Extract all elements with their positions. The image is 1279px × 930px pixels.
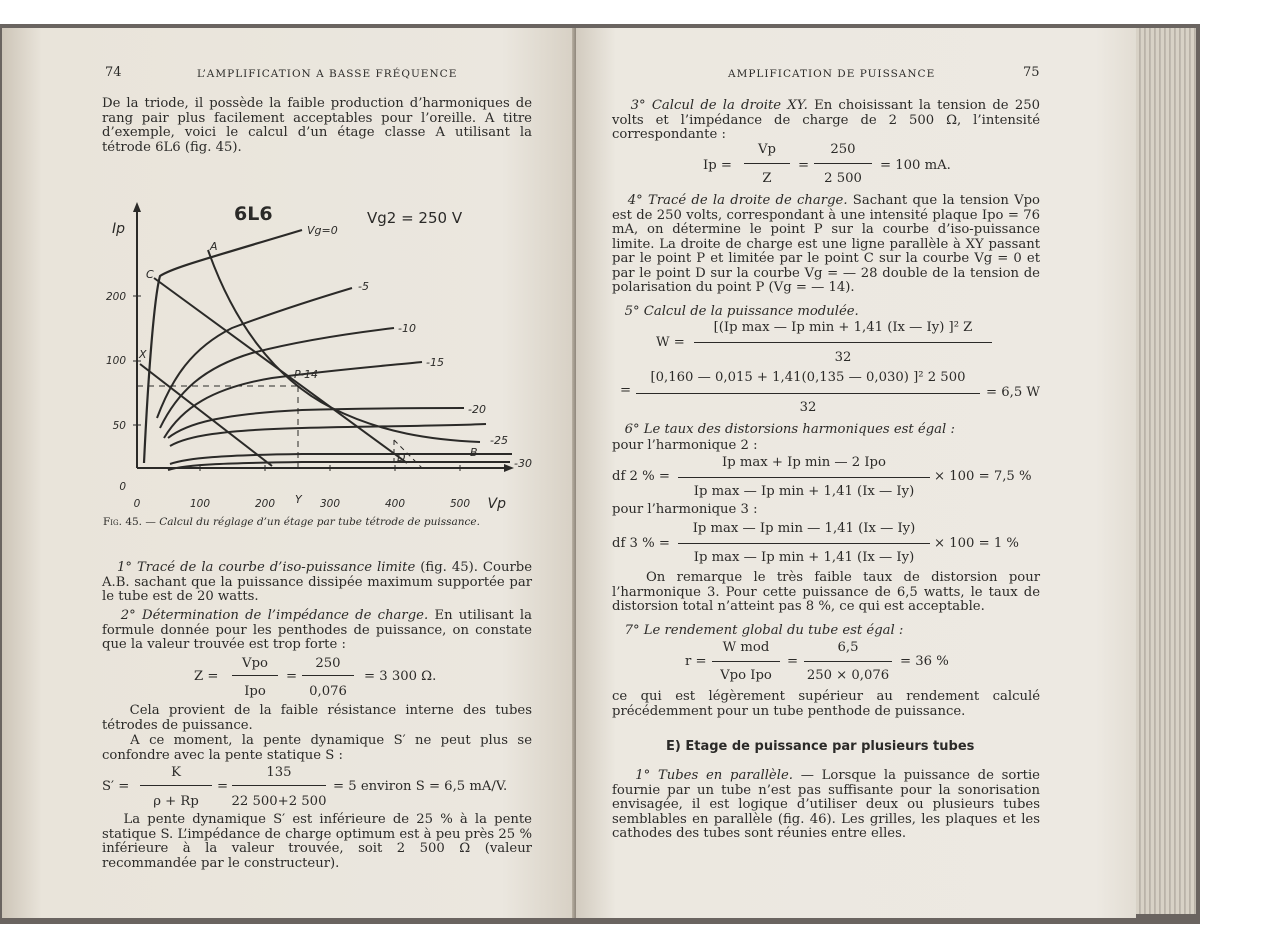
load-line-cd: [154, 278, 407, 463]
step7-text: ce qui est légèrement supérieur au rendement calculé précédemment pour un tube penthode de puissance.: [612, 689, 1040, 719]
eq-r-den1: Vpo Ipo: [720, 668, 772, 683]
running-head-left: L’AMPLIFICATION A BASSE FRÉQUENCE: [197, 68, 458, 80]
point-label-b: B: [470, 446, 478, 459]
eq-r-bar1: [712, 661, 780, 662]
eq-w-num1: [(Ip max — Ip min + 1,41 (Ix — Iy) ]² Z: [713, 320, 973, 335]
figure-caption: [103, 516, 480, 528]
pente-paragraph: [102, 734, 532, 763]
eq-df2-lhs: df 2 % =: [612, 469, 670, 484]
eq-r-num2: 6,5: [837, 640, 859, 655]
eq-z-result: = 3 300 Ω.: [364, 669, 437, 684]
x-tick-label-200: 200: [254, 498, 276, 510]
after-z-text: Cela provient de la faible résistance interne des tubes tétrodes de puissance.: [102, 703, 533, 733]
y-tick-label-200: 200: [105, 291, 126, 303]
after-z-paragraph: [102, 704, 532, 733]
x-axis-arrow: [504, 464, 514, 472]
curve-label-5: -5: [358, 280, 369, 293]
point-label-a: A: [210, 240, 218, 253]
eq-w-den1: 32: [834, 350, 852, 365]
eq-w-bar1: [694, 342, 992, 343]
eq-s-num1: K: [171, 765, 181, 780]
eq-df3-num: Ip max — Ip min — 1,41 (Ix — Iy): [692, 521, 916, 536]
closing-text: La pente dynamique S′ est inférieure de 25 % à la pente statique S. L’impédance de charge optimum est à peu près 25 % inférieure à la valeur trouvée, soit 2 500 Ω (valeur recommandée par le constructeur).: [102, 812, 532, 871]
section-heading: E) Etage de puissance par plusieurs tubes: [666, 739, 975, 754]
parallel-title: 1° Tubes en parallèle.: [635, 768, 793, 783]
eq-r-den2: 250 × 0,076: [806, 668, 890, 683]
step4-title: 4° Tracé de la droite de charge.: [627, 193, 848, 208]
point-label-x: X: [139, 348, 147, 361]
parallel-text: — Lorsque la puissance de sortie fournie par un tube n’est pas suffisante pour la sonorisation envisagée, il est logique d’utiliser deux ou plusieurs tubes semblables en parallèle (fig. 46). Les grilles, les plaques et les cathodes des tubes sont réunies entre elles.: [612, 768, 1040, 841]
y-tick-label-100: 100: [105, 355, 126, 367]
line-xy: [140, 364, 272, 466]
step4-text: Sachant que la tension Vpo est de 250 volts, correspondant à une intensité plaque Ipo = 76 mA, on détermine le point P sur la courbe d’iso-puissance limite. La droite de charge est une ligne parallèle à XY passant par le point P et limitée par le point C sur la courbe Vg = 0 et par le point D sur la courbe Vg = — 28 double de la tension de polarisation du point P (Vg = — 14).: [612, 193, 1040, 295]
figure-45-chart: [102, 178, 542, 518]
eq-r-num1: W mod: [722, 640, 770, 655]
step3-text: En choisissant la tension de 250 volts et l’impédance de charge de 2 500 Ω, l’intensité correspondante :: [612, 98, 1040, 142]
x-tick-label-300: 300: [319, 498, 341, 510]
parallel-paragraph: [612, 769, 1040, 842]
step2-text: En utilisant la formule donnée pour les penthodes de puissance, on constate que la valeur trouvée est trop forte :: [102, 608, 533, 652]
eq-ip-result: = 100 mA.: [880, 158, 951, 173]
eq-z-den1: Ipo: [244, 684, 266, 699]
eq-w-eq: =: [620, 383, 632, 398]
eq-w-result: = 6,5 W: [986, 385, 1040, 400]
eq-s-num2: 135: [266, 765, 292, 780]
caption-fig-number: Fig. 45.: [103, 516, 143, 528]
tube-label: 6L6: [234, 203, 273, 225]
x-tick-label-500: 500: [449, 498, 471, 510]
x-tick-label-100: 100: [189, 498, 211, 510]
eq-z-den2: 0,076: [309, 684, 347, 699]
eq-r-lhs: r =: [685, 654, 707, 669]
eq-w-num2: [0,160 — 0,015 + 1,41(0,135 — 0,030) ]² 2 500: [650, 370, 966, 385]
curve-label-30: -30: [514, 457, 532, 470]
closing-paragraph: [102, 813, 532, 871]
eq-s-bar1: [140, 785, 212, 786]
curve-label-20: -20: [468, 403, 486, 416]
step1-title: 1° Tracé de la courbe d’iso-puissance limite: [116, 560, 416, 575]
step6-conclusion: [612, 571, 1040, 615]
eq-z-bar2: [302, 675, 354, 676]
y-axis-label: Ip: [112, 221, 126, 237]
step1-text: (fig. 45). Courbe A.B. sachant que la puissance dissipée maximum supportée par le tube est de 20 watts.: [102, 560, 532, 604]
step7-paragraph: [612, 624, 1040, 639]
eq-z-lhs: Z =: [194, 669, 219, 684]
eq-ip-lhs: Ip =: [703, 158, 732, 173]
eq-r-result: = 36 %: [900, 654, 949, 669]
eq-ip-bar1: [744, 163, 790, 164]
eq-s-bar2: [232, 785, 326, 786]
book-fore-edge: [1136, 28, 1196, 914]
step6-h2: pour l’harmonique 2 :: [612, 438, 758, 453]
eq-df3-result: × 100 = 1 %: [934, 536, 1019, 551]
vg2-label: Vg2 = 250 V: [367, 209, 463, 227]
eq-r-eq: =: [787, 654, 799, 669]
point-label-y: Y: [295, 493, 302, 506]
caption-text: — Calcul du réglage d’un étage par tube tétrode de puissance.: [145, 516, 480, 528]
eq-ip-num1: Vp: [758, 142, 776, 157]
right-page: [576, 28, 1136, 918]
eq-z-num2: 250: [315, 656, 341, 671]
curve-label-10: -10: [398, 322, 416, 335]
eq-s-den2: 22 500+2 500: [231, 794, 327, 809]
page-number-left: 74: [105, 65, 122, 80]
step7-title: 7° Le rendement global du tube est égal :: [624, 623, 904, 638]
step5-paragraph: [612, 305, 1040, 320]
y-tick-label-0: 0: [119, 481, 126, 493]
step6-h3: pour l’harmonique 3 :: [612, 502, 758, 517]
step4-paragraph: [612, 194, 1040, 296]
step6-text: On remarque le très faible taux de distorsion pour l’harmonique 3. Pour cette puissance de 6,5 watts, le taux de distorsion total n’atteint pas 8 %, ce qui est acceptable.: [612, 570, 1041, 614]
step6-title: 6° Le taux des distorsions harmoniques est égal :: [624, 422, 955, 437]
eq-ip-bar2: [814, 163, 872, 164]
eq-df3-bar: [678, 543, 930, 544]
eq-s-eq: =: [217, 779, 229, 794]
running-head-right: AMPLIFICATION DE PUISSANCE: [728, 68, 936, 80]
step3-title: 3° Calcul de la droite XY.: [630, 98, 808, 113]
eq-z-num1: Vpo: [242, 656, 268, 671]
eq-ip-num2: 250: [830, 142, 856, 157]
point-label-c: C: [146, 268, 154, 281]
y-tick-label-50: 50: [112, 420, 126, 432]
step2-paragraph: [102, 609, 532, 653]
eq-s-result: = 5 environ S = 6,5 mA/V.: [333, 779, 508, 794]
step2-title: 2° Détermination de l’impédance de charge.: [120, 608, 429, 623]
curve-vg-25: [170, 424, 486, 446]
eq-df2-num: Ip max + Ip min — 2 Ipo: [722, 455, 886, 470]
eq-df2-result: × 100 = 7,5 %: [934, 469, 1032, 484]
eq-df2-den: Ip max — Ip min + 1,41 (Ix — Iy): [693, 484, 915, 499]
eq-r-bar2: [804, 661, 892, 662]
eq-w-den2: 32: [799, 400, 817, 415]
x-tick-label-0: 0: [133, 498, 141, 510]
step7-conclusion: [612, 690, 1040, 719]
step1-paragraph: [102, 561, 532, 605]
curve-label-vg0: Vg=0: [307, 224, 338, 237]
x-tick-label-400: 400: [384, 498, 406, 510]
eq-w-bar2: [636, 393, 980, 394]
eq-ip-den1: Z: [762, 171, 772, 186]
y-axis-arrow: [133, 202, 141, 212]
page-number-right: 75: [1023, 65, 1040, 80]
eq-w-lhs: W =: [656, 335, 685, 350]
curve-label-25: -25: [490, 434, 508, 447]
point-label-p: P-14: [294, 368, 318, 381]
step3-paragraph: [612, 99, 1040, 143]
eq-s-lhs: S′ =: [102, 779, 130, 794]
point-label-d: D: [397, 451, 406, 464]
intro-paragraph: De la triode, il possède la faible production d’harmoniques de rang pair plus facilement acceptables pour l’oreille. A titre d’exemple, voici le calcul d’un étage classe A utilisant la tétrode 6L6 (fig. 45).: [102, 96, 532, 155]
step6-paragraph: [612, 423, 1040, 438]
eq-df3-lhs: df 3 % =: [612, 536, 670, 551]
eq-df2-bar: [678, 477, 930, 478]
step5-title: 5° Calcul de la puissance modulée.: [624, 304, 859, 319]
eq-df3-den: Ip max — Ip min + 1,41 (Ix — Iy): [693, 550, 915, 565]
eq-z-eq: =: [286, 669, 298, 684]
eq-z-bar1: [232, 675, 278, 676]
pente-text: A ce moment, la pente dynamique S′ ne peut plus se confondre avec la pente statique S :: [102, 733, 532, 763]
eq-s-den1: ρ + Rp: [153, 794, 199, 809]
eq-ip-eq: =: [798, 158, 810, 173]
left-page: [2, 28, 575, 918]
eq-ip-den2: 2 500: [824, 171, 862, 186]
curve-label-15: -15: [426, 356, 444, 369]
x-axis-label: Vp: [487, 496, 506, 512]
